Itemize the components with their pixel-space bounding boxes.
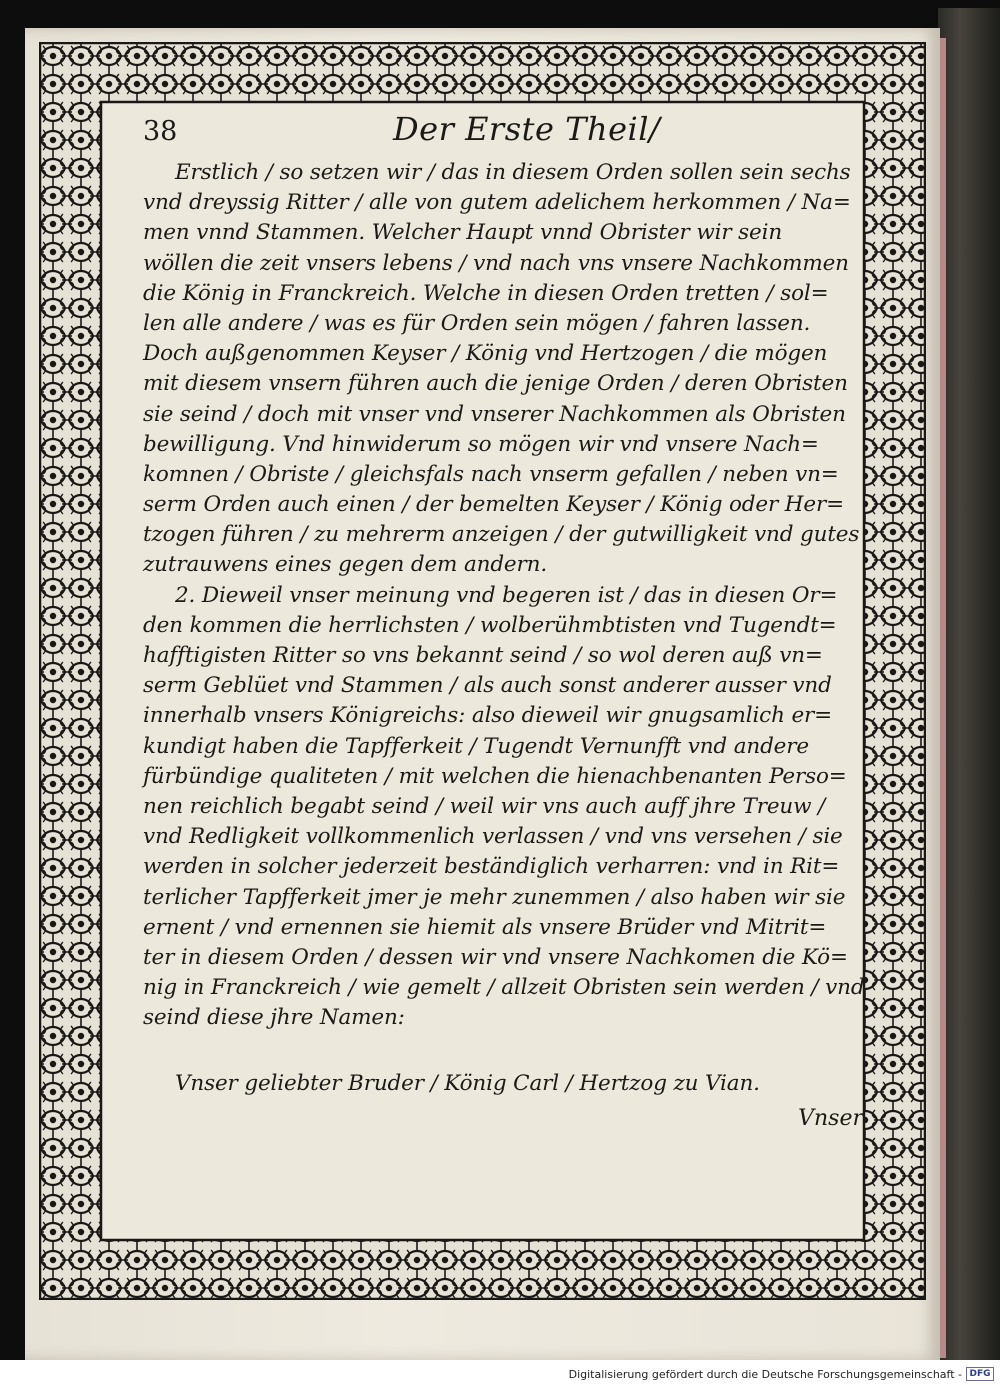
text-line: ernent / vnd ernennen sie hiemit als vnsere Brüder vnd Mitrit= [143, 914, 827, 940]
text-line: wöllen die zeit vnsers lebens / vnd nach vns vnsere Nachkommen [143, 250, 849, 276]
text-line: ter in diesem Orden / dessen wir vnd vnsere Nachkomen die Kö= [143, 944, 848, 970]
book-page [25, 28, 940, 1360]
text-line: Erstlich / so setzen wir / das in diesem Orden sollen sein sechs [175, 160, 851, 185]
text-line: die König in Franckreich. Welche in diesen Orden tretten / sol= [143, 280, 829, 306]
text-line: komnen / Obriste / gleichsfals nach vnserm gefallen / neben vn= [143, 461, 839, 487]
paragraph-gap [143, 1033, 863, 1069]
text-line: vnd dreyssig Ritter / alle von gutem adelichem herkommen / Na= [143, 190, 851, 216]
text-line: vnd Redligkeit vollkommenlich verlassen / vnd vns versehen / sie [143, 824, 843, 850]
text-line: kundigt haben die Tapfferkeit / Tugendt Vernunfft vnd andere [143, 733, 809, 759]
text-line: men vnnd Stammen. Welcher Haupt vnnd Obrister wir sein [143, 220, 783, 246]
text-line: terlicher Tapfferkeit jmer je mehr zunemmen / also haben wir sie [143, 884, 846, 910]
text-line: hafftigisten Ritter so vns bekannt seind / so wol deren auß vn= [143, 643, 823, 668]
text-line: tzogen führen / zu mehrerm anzeigen / der gutwilligkeit vnd gutes [143, 522, 860, 548]
text-line: seind diese jhre Namen: [143, 1005, 405, 1031]
text-line: den kommen die herrlichsten / wolberühmbtisten vnd Tugendt= [143, 612, 837, 638]
dfg-logo: DFG [966, 1367, 994, 1381]
page-edge-strip [940, 38, 946, 1358]
text-line: nen reichlich begabt seind / weil wir vns auch auff jhre Treuw / [143, 793, 826, 819]
adjacent-page-edge [938, 8, 1000, 1360]
text-line: sie seind / doch mit vnser vnd vnserer Nachkommen als Obristen [143, 401, 846, 427]
text-line: werden in solcher jederzeit beständiglich verharren: vnd in Rit= [143, 854, 840, 880]
funding-credit: Digitalisierung gefördert durch die Deutsche Forschungsgemeinschaft - [568, 1368, 962, 1381]
page-header [143, 110, 863, 158]
name-line: Vnser geliebter Bruder / König Carl / Hertzog zu Vian. [175, 1071, 760, 1097]
text-line: serm Geblüet vnd Stammen / als auch sonst anderer ausser vnd [143, 673, 832, 699]
text-line: mit diesem vnsern führen auch die jenige Orden / deren Obristen [143, 371, 848, 397]
running-title: Der Erste Theil/ [393, 110, 661, 148]
text-line: innerhalb vnsers Königreichs: also dieweil wir gnugsamlich er= [143, 703, 833, 729]
text-line: Doch außgenommen Keyser / König vnd Hertzogen / die mögen [143, 341, 828, 367]
page-text [143, 110, 863, 1134]
text-line: serm Orden auch einen / der bemelten Keyser / König oder Her= [143, 492, 844, 518]
text-line: nig in Franckreich / wie gemelt / allzeit Obristen sein werden / vnd [143, 975, 865, 1001]
text-line: len alle andere / was es für Orden sein mögen / fahren lassen. [143, 310, 811, 336]
text-line: bewilligung. Vnd hinwiderum so mögen wir vnd vnsere Nach= [143, 431, 819, 457]
catchword: Vnser [798, 1105, 863, 1131]
footer-bar [0, 1360, 1000, 1385]
text-line: fürbündige qualiteten / mit welchen die hienachbenanten Perso= [143, 763, 847, 789]
text-line: zutrauwens eines gegen dem andern. [143, 552, 548, 578]
page-number: 38 [143, 116, 178, 147]
text-line: 2. Dieweil vnser meinung vnd begeren ist / das in diesen Or= [175, 582, 838, 608]
